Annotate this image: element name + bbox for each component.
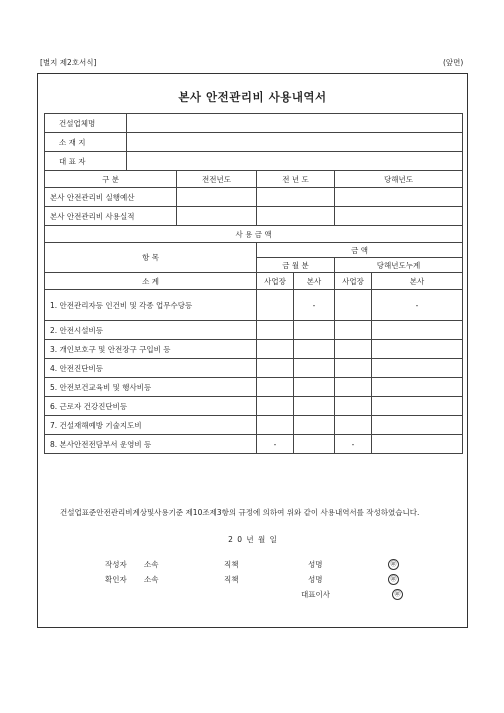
usage-table <box>44 113 463 454</box>
cumulative-hq-cell[interactable] <box>372 340 463 359</box>
writer-position-label: 직책 <box>224 560 239 569</box>
actual-prev-prev-cell[interactable] <box>177 207 257 226</box>
amount-header-row <box>45 243 463 258</box>
table-row <box>45 378 463 397</box>
usage-section-title: 사 용 금 액 <box>45 226 463 243</box>
checker-seal-icon: ㊞ <box>388 574 399 585</box>
cumulative-site-cell[interactable] <box>335 397 372 416</box>
actual-current-cell[interactable] <box>335 207 463 226</box>
table-row <box>45 321 463 340</box>
month-hq-cell[interactable] <box>294 340 335 359</box>
current-year-header: 당해년도 <box>335 171 463 188</box>
table-row <box>45 359 463 378</box>
month-hq-cell[interactable] <box>294 321 335 340</box>
month-site-cell[interactable] <box>257 397 294 416</box>
cumulative-site-cell[interactable] <box>335 359 372 378</box>
month-hq-cell[interactable]: - <box>294 290 335 321</box>
item-label: 5. 안전보건교육비 및 행사비등 <box>45 378 257 397</box>
month-header: 금 월 분 <box>257 258 335 273</box>
writer-name-label: 성명 <box>308 560 323 569</box>
subtotal-row <box>45 273 463 290</box>
address-field[interactable] <box>127 133 463 152</box>
month-site-cell[interactable] <box>257 321 294 340</box>
representative-label: 대 표 자 <box>45 152 127 171</box>
writer-affiliation-label: 소속 <box>144 560 159 569</box>
site-header-cumulative: 사업장 <box>335 273 372 290</box>
cumulative-hq-cell[interactable] <box>372 359 463 378</box>
checker-label: 확인자 <box>105 575 127 584</box>
cumulative-hq-cell[interactable] <box>372 416 463 435</box>
item-label: 6. 근로자 건강진단비등 <box>45 397 257 416</box>
actual-prev-cell[interactable] <box>257 207 335 226</box>
table-row <box>45 290 463 321</box>
site-header-month: 사업장 <box>257 273 294 290</box>
form-frame <box>37 73 468 628</box>
cumulative-site-cell[interactable] <box>335 378 372 397</box>
budget-row <box>45 188 463 207</box>
page-side-label: (앞면) <box>443 58 464 67</box>
item-label: 2. 안전시설비등 <box>45 321 257 340</box>
cumulative-hq-cell[interactable] <box>372 378 463 397</box>
checker-position-label: 직책 <box>224 575 239 584</box>
table-row <box>45 397 463 416</box>
cumulative-header: 당해년도누계 <box>335 258 463 273</box>
budget-prev-prev-cell[interactable] <box>177 188 257 207</box>
cumulative-site-cell[interactable] <box>335 321 372 340</box>
writer-seal-icon: ㊞ <box>388 559 399 570</box>
representative-row <box>45 152 463 171</box>
checker-name-label: 성명 <box>308 575 323 584</box>
month-site-cell[interactable] <box>257 359 294 378</box>
subtotal-label: 소 계 <box>45 273 257 290</box>
table-row <box>45 340 463 359</box>
table-row <box>45 416 463 435</box>
form-title: 본사 안전관리비 사용내역서 <box>178 90 327 104</box>
certification-statement: 건설업표준안전관리비계상및사용기준 제10조제3항의 규정에 의하여 위와 같이 사용내역서를 작성하였습니다. <box>60 508 420 517</box>
ceo-seal-icon: ㊞ <box>392 589 403 600</box>
cumulative-hq-cell[interactable] <box>372 435 463 454</box>
month-site-cell[interactable] <box>257 378 294 397</box>
month-hq-cell[interactable] <box>294 359 335 378</box>
month-hq-cell[interactable] <box>294 397 335 416</box>
amount-header: 금 액 <box>257 243 463 258</box>
summary-header-row <box>45 171 463 188</box>
cumulative-site-cell[interactable]: - <box>335 435 372 454</box>
cumulative-hq-cell[interactable] <box>372 397 463 416</box>
cumulative-site-cell[interactable] <box>335 290 372 321</box>
cumulative-hq-cell[interactable] <box>372 321 463 340</box>
month-site-cell[interactable]: - <box>257 435 294 454</box>
month-site-cell[interactable] <box>257 416 294 435</box>
prev-year-header: 전 년 도 <box>257 171 335 188</box>
address-label: 소 재 지 <box>45 133 127 152</box>
category-header: 구 분 <box>45 171 177 188</box>
hq-header-month: 본사 <box>294 273 335 290</box>
month-site-cell[interactable] <box>257 340 294 359</box>
table-row <box>45 435 463 454</box>
item-label: 3. 개인보호구 및 안전장구 구입비 등 <box>45 340 257 359</box>
month-hq-cell[interactable] <box>294 378 335 397</box>
hq-header-cumulative: 본사 <box>372 273 463 290</box>
checker-affiliation-label: 소속 <box>144 575 159 584</box>
month-site-cell[interactable] <box>257 290 294 321</box>
representative-field[interactable] <box>127 152 463 171</box>
address-row <box>45 133 463 152</box>
item-header: 항 목 <box>45 243 257 273</box>
form-number: [별지 제2호서식] <box>40 58 97 67</box>
actual-row <box>45 207 463 226</box>
cumulative-site-cell[interactable] <box>335 340 372 359</box>
item-label: 4. 안전진단비등 <box>45 359 257 378</box>
ceo-label: 대표이사 <box>301 590 330 599</box>
month-hq-cell[interactable] <box>294 435 335 454</box>
company-name-label: 건설업체명 <box>45 114 127 133</box>
item-label: 1. 안전관리자등 인건비 및 각종 업무수당등 <box>45 290 257 321</box>
cumulative-site-cell[interactable] <box>335 416 372 435</box>
usage-section-title-row <box>45 226 463 243</box>
company-name-row <box>45 114 463 133</box>
item-label: 7. 건설재해예방 기술지도비 <box>45 416 257 435</box>
budget-current-cell[interactable] <box>335 188 463 207</box>
budget-prev-cell[interactable] <box>257 188 335 207</box>
actual-label: 본사 안전관리비 사용실적 <box>45 207 177 226</box>
date-line: 2 0 년 월 일 <box>228 535 277 544</box>
cumulative-hq-cell[interactable]: - <box>372 290 463 321</box>
company-name-field[interactable] <box>127 114 463 133</box>
month-hq-cell[interactable] <box>294 416 335 435</box>
budget-label: 본사 안전관리비 실행예산 <box>45 188 177 207</box>
prev-prev-year-header: 전전년도 <box>177 171 257 188</box>
writer-label: 작성자 <box>105 560 127 569</box>
item-label: 8. 본사안전전담부서 운영비 등 <box>45 435 257 454</box>
